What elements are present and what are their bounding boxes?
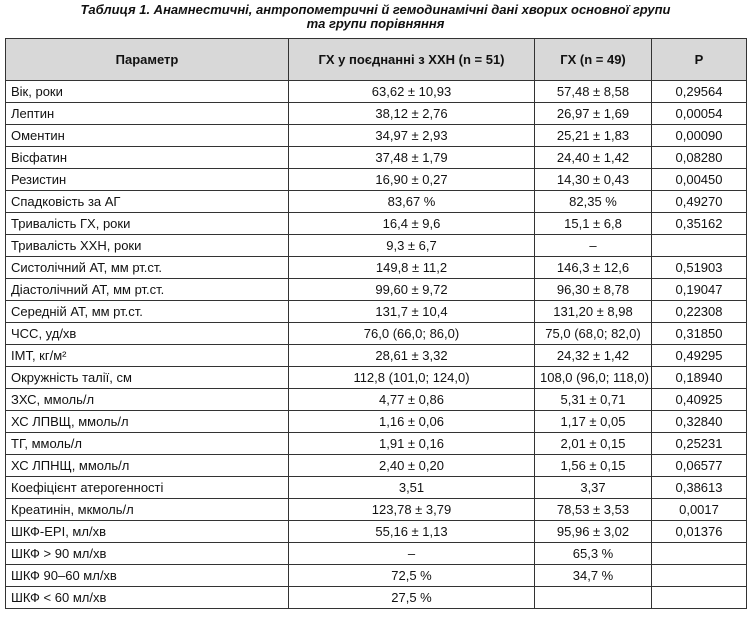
cell-comparison-group: 24,32 ± 1,42 [535,345,652,367]
cell-comparison-group: 82,35 % [535,191,652,213]
cell-comparison-group: 26,97 ± 1,69 [535,103,652,125]
table-row [6,477,747,499]
cell-parameter: ХС ЛПНЩ, ммоль/л [6,455,289,477]
cell-parameter: ШКФ 90–60 мл/хв [6,565,289,587]
cell-p-value: 0,49295 [652,345,747,367]
cell-main-group: 1,91 ± 0,16 [289,433,535,455]
cell-p-value: 0,00090 [652,125,747,147]
cell-parameter: Діастолічний АТ, мм рт.ст. [6,279,289,301]
cell-parameter: Вік, роки [6,81,289,103]
table-row [6,81,747,103]
cell-p-value: 0,49270 [652,191,747,213]
table-caption-line-2: та групи порівняння [306,16,445,31]
cell-p-value: 0,32840 [652,411,747,433]
cell-p-value: 0,29564 [652,81,747,103]
cell-parameter: Вісфатин [6,147,289,169]
header-parameter: Параметр [6,39,289,81]
cell-p-value: 0,38613 [652,477,747,499]
cell-main-group: 28,61 ± 3,32 [289,345,535,367]
cell-main-group: 99,60 ± 9,72 [289,279,535,301]
cell-parameter: ІМТ, кг/м² [6,345,289,367]
header-group-main: ГХ у поєднанні з ХХН (n = 51) [289,39,535,81]
cell-parameter: Лептин [6,103,289,125]
table-caption [0,0,751,32]
cell-p-value: 0,31850 [652,323,747,345]
cell-comparison-group: 57,48 ± 8,58 [535,81,652,103]
cell-p-value: 0,19047 [652,279,747,301]
cell-comparison-group: 24,40 ± 1,42 [535,147,652,169]
cell-comparison-group: 146,3 ± 12,6 [535,257,652,279]
cell-parameter: Резистин [6,169,289,191]
cell-comparison-group: 65,3 % [535,543,652,565]
table-row [6,543,747,565]
cell-parameter: ШКФ < 60 мл/хв [6,587,289,609]
cell-comparison-group: 25,21 ± 1,83 [535,125,652,147]
cell-comparison-group: 78,53 ± 3,53 [535,499,652,521]
cell-p-value: 0,25231 [652,433,747,455]
table-row [6,499,747,521]
cell-main-group: 4,77 ± 0,86 [289,389,535,411]
cell-comparison-group: 5,31 ± 0,71 [535,389,652,411]
cell-main-group: 123,78 ± 3,79 [289,499,535,521]
cell-parameter: Систолічний АТ, мм рт.ст. [6,257,289,279]
table-header-row [6,39,747,81]
header-p-value: Р [652,39,747,81]
table-row [6,411,747,433]
cell-main-group: 3,51 [289,477,535,499]
cell-p-value: 0,22308 [652,301,747,323]
cell-main-group: 37,48 ± 1,79 [289,147,535,169]
table-row [6,323,747,345]
table-row [6,125,747,147]
table-caption-line-1: Таблиця 1. Анамнестичні, антропометричні й гемодинамічні дані хворих основної групи [80,2,671,17]
cell-comparison-group: 108,0 (96,0; 118,0) [535,367,652,389]
cell-parameter: ЧСС, уд/хв [6,323,289,345]
cell-p-value [652,235,747,257]
cell-parameter: ШКФ-EPI, мл/хв [6,521,289,543]
cell-parameter: Коефіцієнт атерогенності [6,477,289,499]
table-row [6,103,747,125]
cell-p-value: 0,35162 [652,213,747,235]
cell-p-value [652,543,747,565]
cell-parameter: Окружність талії, см [6,367,289,389]
cell-comparison-group: 1,17 ± 0,05 [535,411,652,433]
cell-main-group: 131,7 ± 10,4 [289,301,535,323]
table-row [6,213,747,235]
cell-p-value: 0,51903 [652,257,747,279]
cell-parameter: Середній АТ, мм рт.ст. [6,301,289,323]
table-row [6,389,747,411]
cell-main-group: 16,90 ± 0,27 [289,169,535,191]
cell-p-value: 0,00450 [652,169,747,191]
cell-p-value: 0,06577 [652,455,747,477]
cell-comparison-group: 34,7 % [535,565,652,587]
cell-parameter: Оментин [6,125,289,147]
cell-parameter: Спадковість за АГ [6,191,289,213]
cell-main-group: 38,12 ± 2,76 [289,103,535,125]
cell-main-group: – [289,543,535,565]
cell-parameter: ХС ЛПВЩ, ммоль/л [6,411,289,433]
cell-p-value: 0,0017 [652,499,747,521]
cell-main-group: 2,40 ± 0,20 [289,455,535,477]
cell-parameter: Тривалість ГХ, роки [6,213,289,235]
cell-comparison-group: 14,30 ± 0,43 [535,169,652,191]
cell-comparison-group: 75,0 (68,0; 82,0) [535,323,652,345]
cell-comparison-group: 3,37 [535,477,652,499]
cell-main-group: 55,16 ± 1,13 [289,521,535,543]
table-row [6,191,747,213]
table-row [6,147,747,169]
cell-main-group: 63,62 ± 10,93 [289,81,535,103]
cell-p-value: 0,01376 [652,521,747,543]
cell-main-group: 72,5 % [289,565,535,587]
table-row [6,521,747,543]
table-row [6,565,747,587]
table-row [6,587,747,609]
cell-parameter: ШКФ > 90 мл/хв [6,543,289,565]
cell-main-group: 149,8 ± 11,2 [289,257,535,279]
cell-p-value [652,587,747,609]
cell-comparison-group: 95,96 ± 3,02 [535,521,652,543]
table-row [6,433,747,455]
table-row [6,257,747,279]
table-row [6,235,747,257]
table-row [6,301,747,323]
cell-main-group: 16,4 ± 9,6 [289,213,535,235]
table-row [6,279,747,301]
cell-p-value: 0,00054 [652,103,747,125]
cell-main-group: 112,8 (101,0; 124,0) [289,367,535,389]
table-row [6,367,747,389]
table-row [6,169,747,191]
cell-main-group: 34,97 ± 2,93 [289,125,535,147]
table-row [6,345,747,367]
data-table [5,38,747,609]
table-row [6,455,747,477]
cell-p-value: 0,18940 [652,367,747,389]
cell-parameter: Тривалість ХХН, роки [6,235,289,257]
cell-main-group: 1,16 ± 0,06 [289,411,535,433]
cell-comparison-group [535,587,652,609]
cell-comparison-group: 2,01 ± 0,15 [535,433,652,455]
cell-comparison-group: 96,30 ± 8,78 [535,279,652,301]
cell-main-group: 27,5 % [289,587,535,609]
cell-p-value [652,565,747,587]
cell-parameter: Креатинін, мкмоль/л [6,499,289,521]
cell-comparison-group: – [535,235,652,257]
cell-main-group: 83,67 % [289,191,535,213]
cell-comparison-group: 131,20 ± 8,98 [535,301,652,323]
cell-main-group: 9,3 ± 6,7 [289,235,535,257]
cell-p-value: 0,40925 [652,389,747,411]
table-body [6,81,747,609]
cell-comparison-group: 1,56 ± 0,15 [535,455,652,477]
header-group-comparison: ГХ (n = 49) [535,39,652,81]
cell-comparison-group: 15,1 ± 6,8 [535,213,652,235]
cell-parameter: ЗХС, ммоль/л [6,389,289,411]
cell-parameter: ТГ, ммоль/л [6,433,289,455]
cell-main-group: 76,0 (66,0; 86,0) [289,323,535,345]
cell-p-value: 0,08280 [652,147,747,169]
